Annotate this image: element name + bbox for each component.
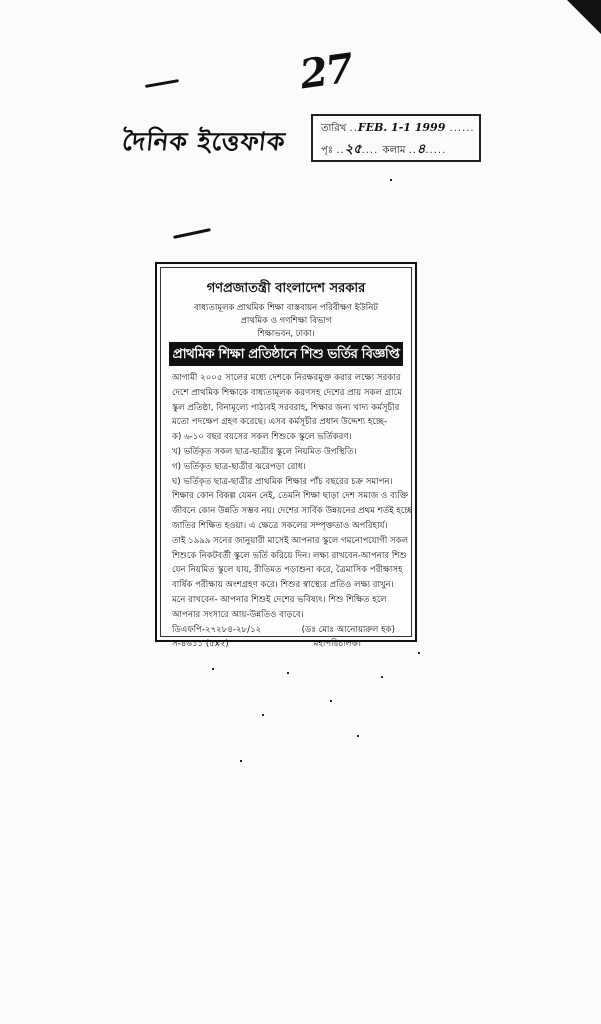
notice-ad-number: স-৪৬১১ (৫x২) <box>172 639 229 649</box>
body-line: গ) ভর্তিকৃত ছাত্র-ছাত্রীর ঝরেপড়া রোধ। <box>172 461 306 472</box>
body-line: শিক্ষার কোন বিকল্প যেমন নেই, তেমনি শিক্ষা ছাড়া দেশ সমাজ ও ব্যক্তি <box>172 491 409 502</box>
scan-speck <box>390 179 392 181</box>
body-line: যেন নিয়মিত স্কুলে যায়, রীতিমত পড়াশুনা করে, ত্রৈমাসিক পরীক্ষাসহ <box>172 565 403 576</box>
stamp-page-label: পৃঃ <box>321 145 334 156</box>
page-corner-shadow <box>567 0 601 34</box>
handwritten-page-number: 27 <box>296 44 355 99</box>
body-line: জীবনে কোন উন্নতি সম্ভব নয়। দেশের সার্বিক উন্নয়নের প্রথম শর্তই হচ্ছে <box>172 506 412 517</box>
body-line: ক) ৬-১০ বছর বয়সের সকল শিশুকে স্কুলে ভর্তিকরণ। <box>172 432 352 443</box>
stamp-date-row: তারিখ ..FEB. 1-1 1999 ...... <box>321 121 475 134</box>
notice-designation: মহাপরিচালক। <box>313 639 361 649</box>
notice-ref-number: ডিএফপি-২৭২৮৪-২৮/১২ <box>172 625 262 635</box>
stamp-date-label: তারিখ <box>321 123 347 134</box>
scan-speck <box>240 760 242 762</box>
scan-speck <box>330 700 332 702</box>
body-line: জাতির শিক্ষিত হওয়া। এ ক্ষেত্রে সকলের সম্পৃক্ততাও অপরিহার্য। <box>172 520 388 531</box>
notice-unit: বাধ্যতামূলক প্রাথমিক শিক্ষা বাস্তবায়ন পরিবীক্ষণ ইউনিট <box>194 303 378 313</box>
newspaper-name: দৈনিক ইত্তেফাক <box>120 127 288 156</box>
notice-address: শিক্ষাভবন, ঢাকা। <box>257 329 315 339</box>
scan-speck <box>287 672 289 674</box>
body-line: মনে রাখবেন- আপনার শিশুই দেশের ভবিষ্যৎ। শিশু শিক্ষিত হলে <box>172 594 387 605</box>
notice-division: প্রাথমিক ও গণশিক্ষা বিভাগ <box>240 316 332 326</box>
notice-frame <box>160 267 412 649</box>
notice-signatory: (ডঃ মোঃ আনোয়ারুল হক) <box>301 625 395 635</box>
body-line: বার্ষিক পরীক্ষায় অংশগ্রহণ করে। শিশুর স্বাস্থ্যের প্রতিও লক্ষ্য রাখুন। <box>172 580 394 591</box>
body-line: ঘ) ভর্তিকৃত ছাত্র-ছাত্রীর প্রাথমিক শিক্ষার পাঁচ বছরের চক্র সমাপন। <box>172 476 393 487</box>
scan-speck <box>357 735 359 737</box>
notice-government: গণপ্রজাতন্ত্রী বাংলাদেশ সরকার <box>206 281 366 296</box>
ink-mark <box>173 228 211 239</box>
scan-speck <box>262 714 264 716</box>
scan-speck <box>418 652 420 654</box>
stamp-column-label: কলাম <box>382 145 406 156</box>
notice-body <box>172 371 412 623</box>
stamp-column-value: ৪ <box>416 142 426 157</box>
body-line: স্কুল প্রতিষ্ঠা, বিনামূল্যে পাঠ্যবই সরবরাহ, শিক্ষার জন্য খাদ্য কর্মসূচীর <box>172 402 400 413</box>
stamp-page-row: পৃঃ ..২৫.... কলাম ..৪..... <box>321 142 447 157</box>
ink-mark <box>145 79 179 88</box>
body-line: আগামী ২০০৫ সালের মধ্যে দেশকে নিরক্ষরমুক্ত করার লক্ষ্যে সরকার <box>172 373 401 383</box>
body-line: দেশে প্রাথমিক শিক্ষাকে বাধ্যতামূলক করণসহ দেশের প্রায় সকল গ্রামে <box>172 387 402 398</box>
scan-speck <box>212 668 214 670</box>
clipping-stamp <box>311 114 481 162</box>
notice-headline: প্রাথমিক শিক্ষা প্রতিষ্ঠানে শিশু ভর্তির বিজ্ঞপ্তি <box>169 342 403 366</box>
body-line: শিশুকে নিকটবর্তী স্কুলে ভর্তি করিয়ে দিন। লক্ষ্য রাখবেন-আপনার শিশু <box>172 550 407 561</box>
scan-speck <box>381 676 383 678</box>
stamp-date-value: FEB. 1-1 1999 <box>357 121 446 134</box>
body-line: আপনার সংসারে আয়-উন্নতিও বাড়বে। <box>172 609 304 620</box>
body-line: মতো পদক্ষেপ গ্রহণ করেছে। এসব কর্মসূচীর প্রধান উদ্দেশ্য হচ্ছে- <box>172 417 388 428</box>
government-notice <box>155 262 417 649</box>
body-line: তাই ১৯৯৯ সনের জানুয়ারী মাসেই আপনার স্কুলে গমনোপযোগী সকল <box>172 535 409 546</box>
stamp-page-value: ২৫ <box>344 142 362 157</box>
body-line: খ) ভর্তিকৃত সকল ছাত্র-ছাত্রীর স্কুলে নিয়মিত উপস্থিতি। <box>172 446 357 457</box>
